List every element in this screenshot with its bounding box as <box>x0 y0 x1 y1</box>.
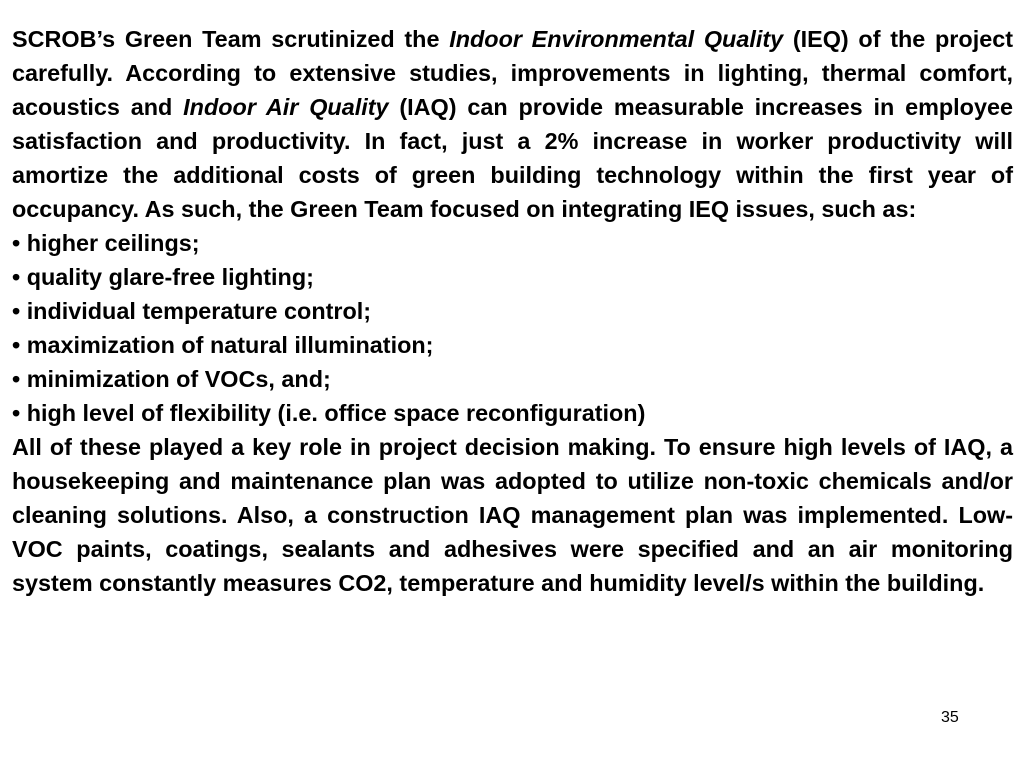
intro-text-part-3: (IAQ) can provide measurable increases in employee satisfaction and productivity. In fact, just a 2% increase in worker productivity will amortize the additional costs of green building technology within the first year of occupancy. As such, the Green Team focused on integrating IEQ issues, such as: <box>12 94 1013 222</box>
ieq-issues-list <box>12 226 1013 430</box>
list-item: • minimization of VOCs, and; <box>12 366 331 392</box>
closing-paragraph: All of these played a key role in project decision making. To ensure high levels of IAQ, a housekeeping and maintenance plan was adopted to utilize non-toxic chemicals and/or cleaning solutions. Also, a construction IAQ management plan was implemented. Low-VOC paints, coatings, sealants and adhesives were specified and an air monitoring system constantly measures CO2, temperature and humidity level/s within the building. <box>12 434 1013 596</box>
list-item: • quality glare-free lighting; <box>12 264 314 290</box>
iaq-term: Indoor Air Quality <box>183 94 389 120</box>
intro-text-part-2: (IEQ) of the project carefully. According to extensive studies, improvements in lighting, thermal comfort, acoustics and <box>12 26 1014 120</box>
list-item: • higher ceilings; <box>12 230 200 256</box>
intro-paragraph <box>12 22 1013 226</box>
intro-text-part-1: SCROB’s Green Team scrutinized the <box>12 26 450 52</box>
slide-body <box>12 22 1013 600</box>
ieq-term: Indoor Environmental Quality <box>449 26 784 52</box>
list-item: • individual temperature control; <box>12 298 372 324</box>
page-number: 35 <box>941 709 959 726</box>
list-item: • high level of flexibility (i.e. office space reconfiguration) <box>12 400 646 426</box>
list-item: • maximization of natural illumination; <box>12 332 434 358</box>
